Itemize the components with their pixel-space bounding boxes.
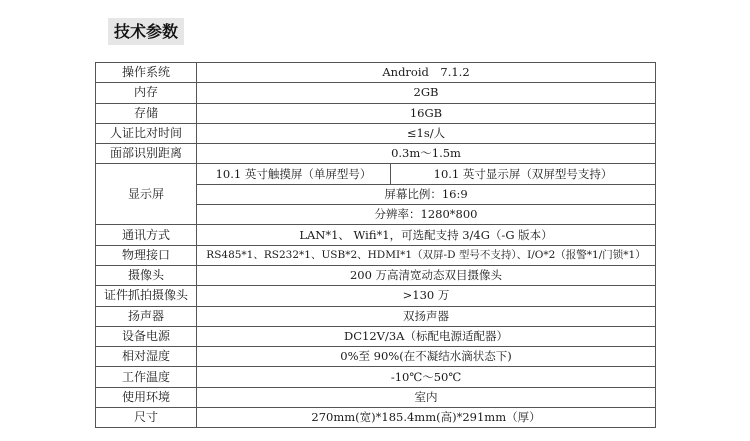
table-row (96, 103, 656, 123)
spec-value: 200 万高清宽动态双目摄像头 (197, 265, 656, 285)
table-row (96, 367, 656, 387)
spec-value: 2GB (197, 83, 656, 103)
spec-value: Android 7.1.2 (197, 63, 656, 83)
table-row (96, 144, 656, 164)
spec-value: >130 万 (197, 286, 656, 306)
spec-label: 证件抓拍摄像头 (96, 286, 197, 306)
spec-value: 0.3m～1.5m (197, 144, 656, 164)
spec-value: 270mm(宽)*185.4mm(高)*291mm（厚） (197, 408, 656, 428)
table-row (96, 164, 656, 184)
spec-label: 人证比对时间 (96, 123, 197, 143)
table-row (96, 123, 656, 143)
table-row (96, 63, 656, 83)
spec-value: 0%至 90%(在不凝结水滴状态下) (197, 347, 656, 367)
spec-value: LAN*1、 Wifi*1，可选配支持 3/4G（-G 版本） (197, 225, 656, 245)
spec-value: -10℃～50℃ (197, 367, 656, 387)
spec-label: 设备电源 (96, 326, 197, 346)
spec-value: ≤1s/人 (197, 123, 656, 143)
spec-value: RS485*1、RS232*1、USB*2、HDMI*1（双屏-D 型号不支持）、I/O*2（报警*1/门锁*1） (197, 245, 656, 265)
spec-label: 工作温度 (96, 367, 197, 387)
spec-value: 室内 (197, 387, 656, 407)
spec-value: 屏幕比例：16:9 (197, 184, 656, 204)
spec-value: 分辨率：1280*800 (197, 205, 656, 225)
table-row (96, 326, 656, 346)
spec-label: 摄像头 (96, 265, 197, 285)
table-row (96, 225, 656, 245)
table-row (96, 347, 656, 367)
spec-label: 物理接口 (96, 245, 197, 265)
spec-label: 面部识别距离 (96, 144, 197, 164)
spec-label: 存储 (96, 103, 197, 123)
spec-label: 操作系统 (96, 63, 197, 83)
spec-value: 10.1 英寸显示屏（双屏型号支持） (391, 164, 656, 184)
spec-label: 相对湿度 (96, 347, 197, 367)
spec-label: 通讯方式 (96, 225, 197, 245)
table-row (96, 286, 656, 306)
table-row (96, 265, 656, 285)
section-heading: 技术参数 (108, 18, 184, 45)
spec-label: 扬声器 (96, 306, 197, 326)
spec-table (95, 62, 656, 428)
spec-value: 10.1 英寸触摸屏（单屏型号） (197, 164, 391, 184)
spec-value: DC12V/3A（标配电源适配器） (197, 326, 656, 346)
table-row (96, 408, 656, 428)
table-row (96, 83, 656, 103)
table-row (96, 387, 656, 407)
table-row (96, 306, 656, 326)
spec-label: 显示屏 (96, 164, 197, 225)
spec-label: 尺寸 (96, 408, 197, 428)
spec-label: 使用环境 (96, 387, 197, 407)
spec-value: 双扬声器 (197, 306, 656, 326)
spec-value: 16GB (197, 103, 656, 123)
table-row (96, 245, 656, 265)
spec-label: 内存 (96, 83, 197, 103)
